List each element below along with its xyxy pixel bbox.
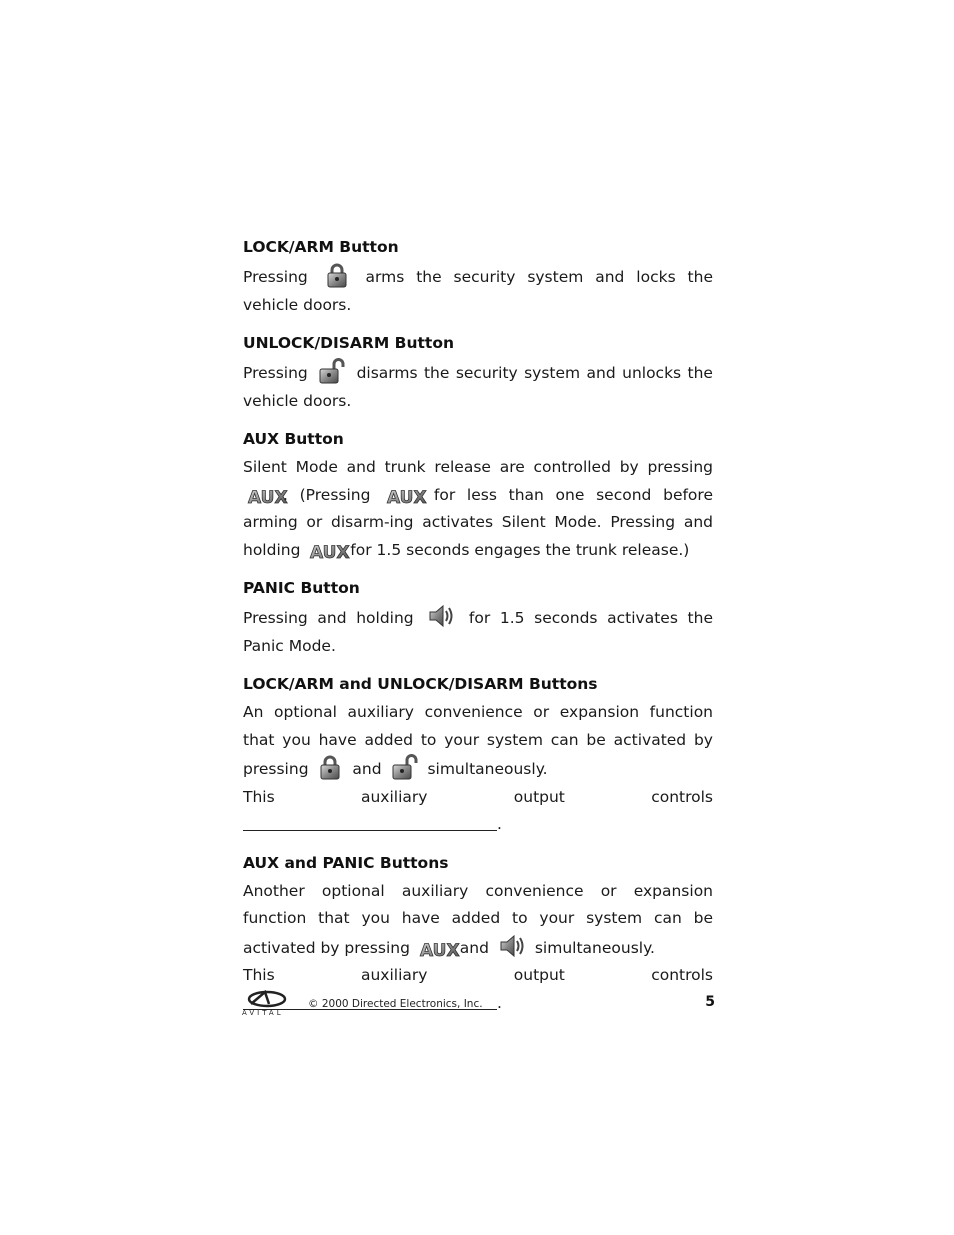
section-panic	[243, 577, 713, 660]
paragraph-unlock-disarm: Pressing disarms the security system and unlocks the vehicle doors.	[243, 358, 713, 415]
blank-line	[243, 814, 497, 831]
heading-aux-panic-combo: AUX and PANIC Buttons	[243, 853, 449, 872]
svg-text:AUX: AUX	[310, 542, 350, 563]
heading-lock-unlock-combo: LOCK/ARM and UNLOCK/DISARM Buttons	[243, 675, 598, 693]
heading-aux: AUX Button	[243, 430, 344, 448]
page-footer	[241, 990, 717, 1020]
heading-panic: PANIC Button	[243, 579, 360, 597]
lock-icon	[317, 754, 343, 780]
section-lock-arm	[243, 236, 713, 319]
speaker-icon	[498, 933, 526, 959]
aux-icon	[419, 939, 460, 961]
output-line-1: This auxiliary output controls.	[243, 787, 713, 833]
aux-icon	[247, 486, 288, 508]
paragraph-lock-arm: Pressing arms the security system and locks the vehicle doors.	[243, 262, 713, 319]
paragraph-lock-unlock-combo: An optional auxiliary convenience or expansion function that you have added to your system can be activated by pressing and simultaneously.	[243, 703, 713, 778]
copyright-text: © 2000 Directed Electronics, Inc.	[308, 998, 483, 1010]
unlock-icon	[391, 754, 419, 780]
lock-icon	[324, 262, 350, 288]
avital-logo	[241, 990, 295, 1016]
page-number: 5	[705, 994, 715, 1010]
svg-text:AUX: AUX	[419, 940, 460, 961]
svg-text:AVITAL: AVITAL	[242, 1009, 284, 1017]
section-lock-unlock-combo	[243, 673, 713, 839]
section-aux	[243, 428, 713, 564]
page-content	[243, 236, 713, 1030]
paragraph-aux-panic-combo: Another optional auxiliary convenience or expansion function that you have added to your system can be activated by pressing AUX and simultaneously.	[243, 881, 713, 961]
heading-unlock-disarm: UNLOCK/DISARM Button	[243, 334, 455, 352]
paragraph-aux: Silent Mode and trunk release are controlled by pressing AUX . (Pressing AUX for less than one second before arming or disarm-ing activates Silent Mode. Pressing and holding AUX for 1.5 seconds engages the trunk release.)	[243, 458, 713, 563]
section-unlock-disarm	[243, 332, 713, 415]
svg-text:AUX: AUX	[248, 487, 288, 508]
output-line-2: This auxiliary output controls.	[243, 966, 713, 1012]
unlock-icon	[318, 358, 346, 384]
speaker-icon	[427, 603, 455, 629]
paragraph-panic: Pressing and holding for 1.5 seconds activates the Panic Mode.	[243, 603, 713, 660]
svg-text:AUX: AUX	[387, 487, 427, 508]
heading-lock-arm: LOCK/ARM Button	[243, 238, 399, 256]
aux-icon	[386, 486, 427, 508]
aux-icon	[309, 541, 350, 563]
